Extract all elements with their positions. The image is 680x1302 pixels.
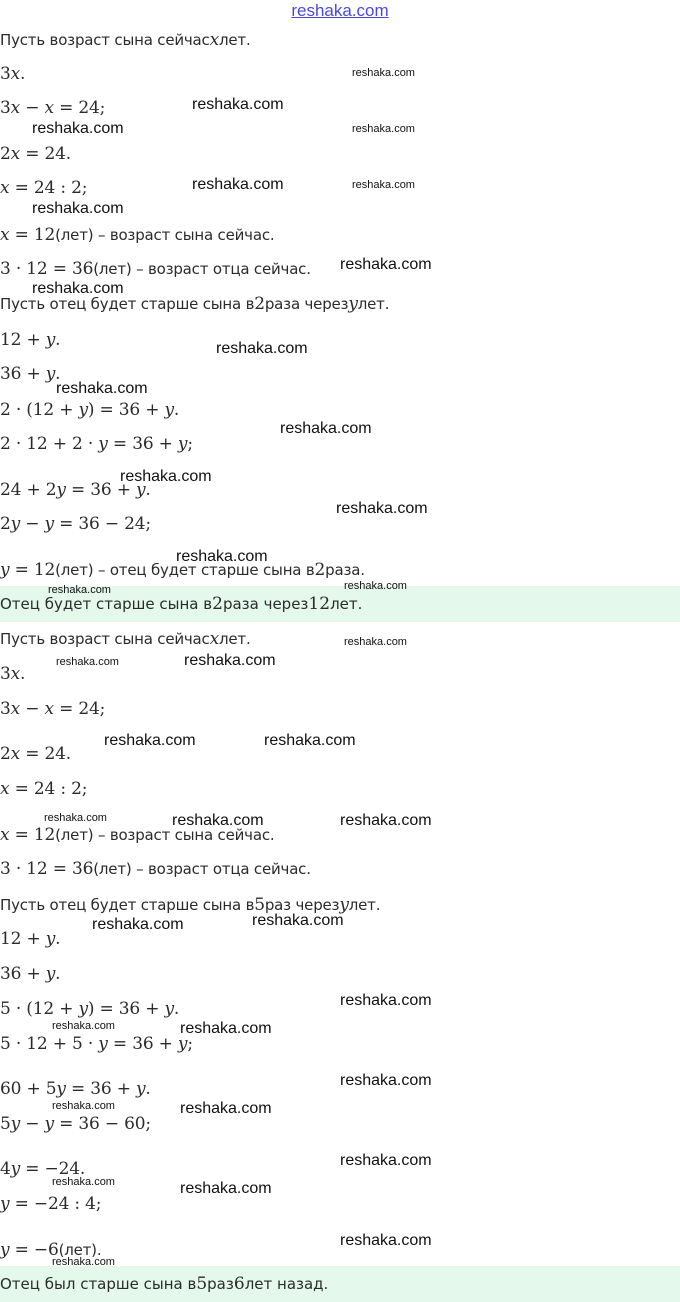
math-expression: 6 (233, 1274, 245, 1294)
watermark-text: reshaka.com (264, 732, 356, 749)
watermark-text: reshaka.com (252, 912, 344, 929)
solution-line (0, 218, 274, 252)
watermark-text: reshaka.com (56, 380, 148, 397)
solution-line (0, 1027, 193, 1061)
watermark-text: reshaka.com (32, 120, 124, 137)
line-text: лет назад. (244, 1275, 329, 1293)
watermark-text: reshaka.com (344, 580, 407, 592)
watermark-text: reshaka.com (192, 96, 284, 113)
watermark-text: reshaka.com (52, 1256, 115, 1268)
solution-line (0, 23, 251, 57)
line-text: лет. (357, 295, 390, 313)
math-expression: 24 + 2y = 36 + y. (0, 480, 151, 500)
watermark-text: reshaka.com (92, 916, 184, 933)
math-expression: 2x = 24. (0, 144, 71, 164)
watermark-text: reshaka.com (340, 812, 432, 829)
line-text: лет. (348, 896, 381, 914)
math-expression: 3x. (0, 64, 26, 84)
math-expression: y = 12 (0, 560, 56, 580)
line-text: раза через (264, 295, 349, 313)
solution-line (0, 957, 60, 991)
line-text: Пусть возраст сына сейчас (0, 630, 210, 648)
math-expression: x = 12 (0, 225, 56, 245)
math-expression: 2 · (12 + y) = 36 + y. (0, 400, 180, 420)
line-text: Пусть отец будет старше сына в (0, 295, 255, 313)
math-expression: 3x − x = 24; (0, 699, 106, 719)
math-expression: 4y = −24. (0, 1159, 86, 1179)
watermark-text: reshaka.com (172, 812, 264, 829)
watermark-text: reshaka.com (180, 1100, 272, 1117)
math-expression: x (209, 629, 219, 649)
watermark-text: reshaka.com (52, 1100, 115, 1112)
watermark-text: reshaka.com (340, 992, 432, 1009)
watermark-text: reshaka.com (120, 468, 212, 485)
watermark-text: reshaka.com (216, 340, 308, 357)
math-expression: 3x − x = 24; (0, 98, 106, 118)
math-expression: 12 + y. (0, 929, 61, 949)
math-expression: 5 (254, 895, 265, 915)
math-expression: 12 + y. (0, 330, 61, 350)
math-expression: 2 (314, 560, 326, 580)
solution-line (0, 1107, 151, 1141)
solution-line (0, 427, 193, 461)
math-expression: 2y − y = 36 − 24; (0, 514, 151, 534)
solution-line (0, 657, 25, 691)
math-expression: 60 + 5y = 36 + y. (0, 1079, 151, 1099)
solution-line (0, 772, 87, 806)
line-text: лет. (330, 595, 363, 613)
line-text: раз (207, 1275, 234, 1293)
watermark-text: reshaka.com (184, 652, 276, 669)
line-text: (лет) – возраст отца сейчас. (93, 260, 311, 278)
math-expression: y (348, 294, 358, 314)
math-expression: x (209, 30, 219, 50)
watermark-text: reshaka.com (176, 548, 268, 565)
solution-line (0, 507, 151, 541)
math-expression: x = 24 : 2; (0, 779, 88, 799)
line-text: (лет) – возраст сына сейчас. (55, 226, 275, 244)
watermark-text: reshaka.com (32, 200, 124, 217)
watermark-text: reshaka.com (352, 179, 415, 191)
watermark-text: reshaka.com (56, 656, 119, 668)
line-text: лет. (218, 31, 251, 49)
solution-line (0, 922, 60, 956)
watermark-text: reshaka.com (352, 67, 415, 79)
math-expression: 5 · (12 + y) = 36 + y. (0, 999, 180, 1019)
watermark-text: reshaka.com (336, 500, 428, 517)
math-expression: 2x = 24. (0, 744, 71, 764)
solution-line (0, 323, 60, 357)
math-expression: y (339, 895, 349, 915)
line-text: (лет). (58, 1241, 102, 1259)
watermark-text: reshaka.com (104, 732, 196, 749)
watermark-text: reshaka.com (180, 1180, 272, 1197)
line-text: Отец был старше сына в (0, 1275, 197, 1293)
watermark-text: reshaka.com (340, 1072, 432, 1089)
math-expression: 5 (196, 1274, 208, 1294)
solution-line (0, 852, 311, 886)
watermark-text: reshaka.com (352, 123, 415, 135)
line-text: раза. (325, 561, 365, 579)
line-text: лет. (218, 630, 251, 648)
solution-line (0, 1187, 101, 1221)
math-expression: 2 (212, 594, 223, 614)
math-expression: 3x. (0, 664, 26, 684)
watermark-text: reshaka.com (52, 1020, 115, 1032)
math-expression: 36 + y. (0, 364, 61, 384)
solution-line (0, 393, 179, 427)
math-expression: 3 · 12 = 36 (0, 259, 94, 279)
math-expression: 5y − y = 36 − 60; (0, 1114, 151, 1134)
line-text: Отец будет старше сына в (0, 595, 213, 613)
math-expression: y = −24 : 4; (0, 1194, 102, 1214)
line-text: (лет) – возраст сына сейчас. (55, 826, 275, 844)
math-expression: x = 24 : 2; (0, 178, 88, 198)
math-expression: 5 · 12 + 5 · y = 36 + y; (0, 1034, 193, 1054)
watermark-text: reshaka.com (344, 636, 407, 648)
math-expression: 2 · 12 + 2 · y = 36 + y; (0, 434, 193, 454)
solution-line (0, 357, 60, 391)
watermark-text: reshaka.com (180, 1020, 272, 1037)
watermark-text: reshaka.com (340, 256, 432, 273)
math-expression: 3 · 12 = 36 (0, 859, 94, 879)
solution-line (0, 737, 71, 771)
solution-line (0, 57, 25, 91)
watermark-text: reshaka.com (48, 584, 111, 596)
solution-line (0, 137, 71, 171)
line-text: раз через (264, 896, 340, 914)
line-text: (лет) – возраст отца сейчас. (93, 860, 311, 878)
site-link[interactable]: reshaka.com (291, 1, 389, 20)
solution-line (0, 692, 105, 726)
watermark-text: reshaka.com (192, 176, 284, 193)
line-text: Пусть возраст сына сейчас (0, 31, 210, 49)
solution-line (0, 622, 251, 656)
math-expression: x = 12 (0, 825, 56, 845)
answer-line (0, 1266, 680, 1302)
math-expression: y = −6 (0, 1240, 59, 1260)
watermark-text: reshaka.com (340, 1232, 432, 1249)
line-text: раза через (222, 595, 309, 613)
watermark-text: reshaka.com (32, 280, 124, 297)
watermark-text: reshaka.com (44, 812, 107, 824)
watermark-text: reshaka.com (280, 420, 372, 437)
watermark-text: reshaka.com (52, 1176, 115, 1188)
line-text: (лет) – отец будет старше сына в (55, 561, 315, 579)
math-expression: 12 (308, 594, 331, 614)
math-expression: 2 (254, 294, 265, 314)
math-expression: 36 + y. (0, 964, 61, 984)
line-text: Пусть отец будет старше сына в (0, 896, 255, 914)
watermark-text: reshaka.com (340, 1152, 432, 1169)
